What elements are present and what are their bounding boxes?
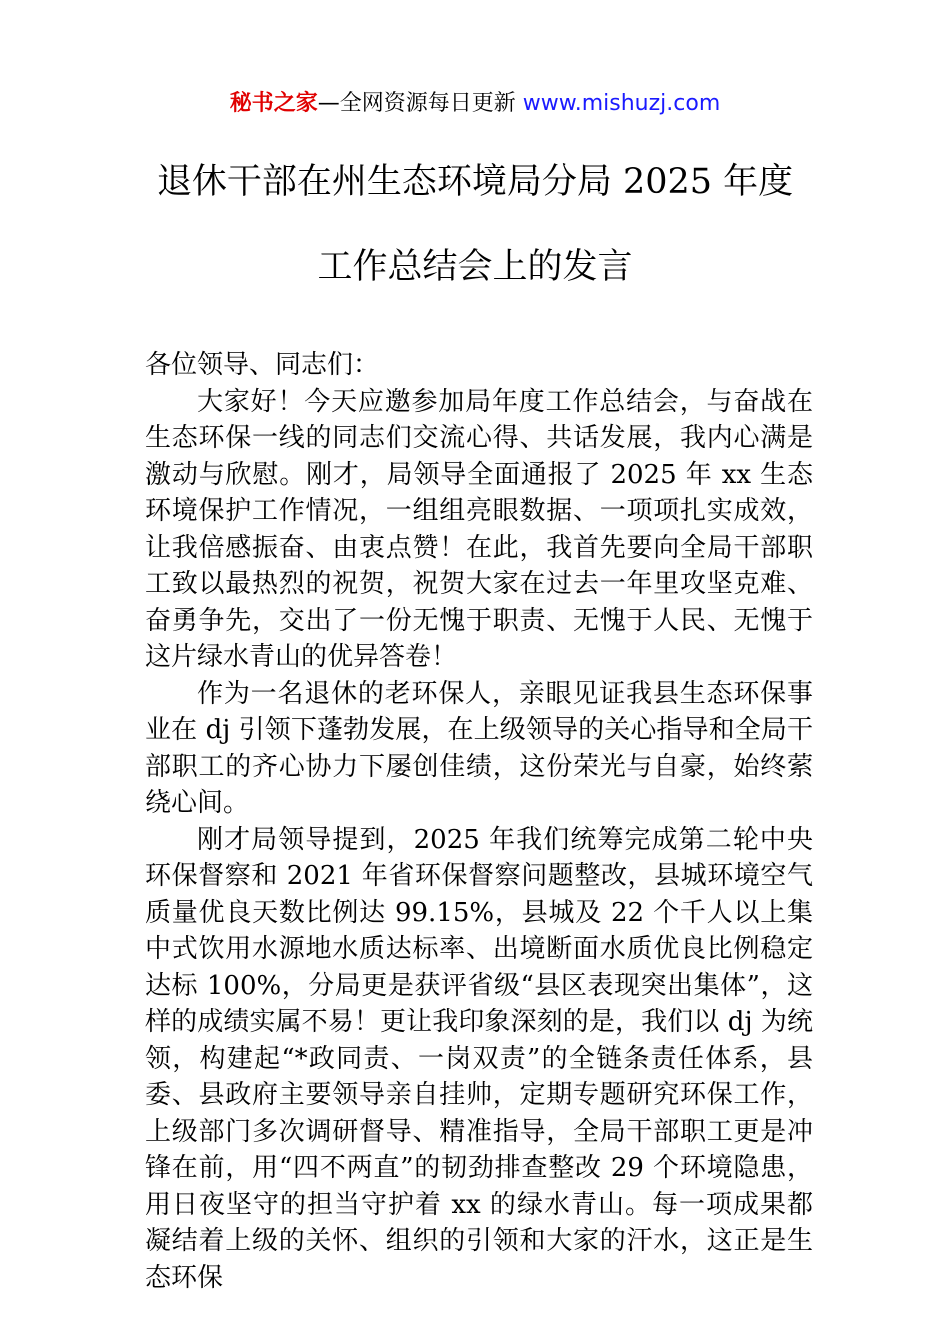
site-url-link[interactable]: www.mishuzj.com bbox=[522, 91, 721, 116]
document-title bbox=[60, 158, 890, 291]
paragraph-1: 大家好！今天应邀参加局年度工作总结会，与奋战在生态环保一线的同志们交流心得、共话发展，我内心满是激动与欣慰。刚才，局领导全面通报了 2025 年 xx 生态环境保护工作情况，一组组亮眼数据、一项项扎实成效，让我倍感振奋、由衷点赞！在此，我首先要向全局干部职工致以最热烈的祝贺，祝贺大家在过去一年里攻坚克难、奋勇争先，交出了一份无愧于职责、无愧于人民、无愧于这片绿水青山的优异答卷！ bbox=[145, 386, 813, 672]
site-header bbox=[0, 88, 950, 120]
salutation: 各位领导、同志们： bbox=[145, 350, 380, 380]
paragraph-2: 作为一名退休的老环保人，亲眼见证我县生态环保事业在 dj 引领下蓬勃发展，在上级领导的关心指导和全局干部职工的齐心协力下屡创佳绩，这份荣光与自豪，始终萦绕心间。 bbox=[145, 678, 813, 818]
title-line-2: 工作总结会上的发言 bbox=[317, 247, 633, 287]
brand-name: 秘书之家 bbox=[229, 91, 318, 116]
header-tagline: —全网资源每日更新 bbox=[317, 91, 523, 116]
document-body bbox=[145, 347, 813, 1296]
paragraph-3: 刚才局领导提到，2025 年我们统筹完成第二轮中央环保督察和 2021 年省环保督察问题整改，县城环境空气质量优良天数比例达 99.15%，县城及 22 个千人以上集中式饮用水源地水质达标率、出境断面水质优良比例稳定达标 100%，分局更是获评省级“县区表现突出集体”，这样的成绩实属不易！更让我印象深刻的是，我们以 dj 为统领，构建起“*政同责、一岗双责”的全链条责任体系，县委、县政府主要领导亲自挂帅，定期专题研究环保工作，上级部门多次调研督导、精准指导，全局干部职工更是冲锋在前，用“四不两直”的韧劲排查整改 29 个环境隐患，用日夜坚守的担当守护着 xx 的绿水青山。每一项成果都凝结着上级的关怀、组织的引领和大家的汗水，这正是生态环保 bbox=[145, 824, 813, 1293]
title-line-1: 退休干部在州生态环境局分局 2025 年度 bbox=[156, 162, 794, 202]
